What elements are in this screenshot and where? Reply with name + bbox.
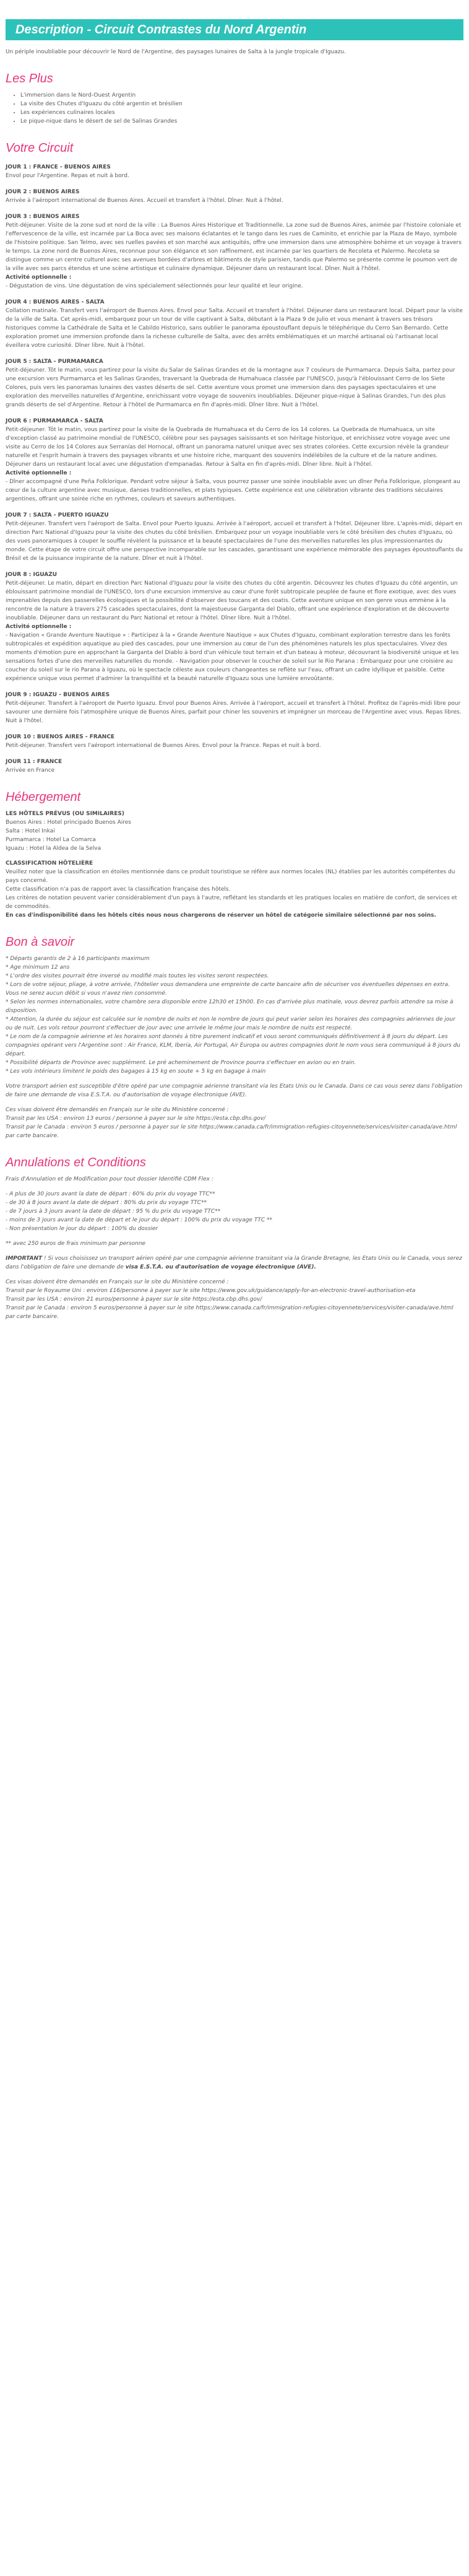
visa-line: Ces visas doivent être demandés en Français sur le site du Ministère concerné :: [6, 1107, 229, 1113]
activity-label: Activité optionnelle :: [6, 624, 72, 630]
day-title: JOUR 6 : PURMAMARCA - SALTA: [6, 418, 103, 424]
day-text: Arrivée en France: [6, 767, 55, 774]
day-text: Petit-déjeuner. Transfert vers l'aéroport de Salta. Envol pour Puerto Iguazu. Arrivée à l'aéroport, accueil et transfert à l'hôtel. Déjeuner libre. L'après-midi, départ en direction Parc National d'Iguazu pour la visite des chutes du côté brésilien. Embarquez pour un voyage inoubliable vers le côté brésilien des chutes d'Iguazu, où des vues panoramiques à couper le souffle révèlent la puissance et la beauté spectaculaires de l'une des merveilles naturelles les plus impressionnantes du monde. Cette étape de votre circuit offre une perspective incomparable sur les cascades, garantissant une expérience mémorable des paysages époustouflants du Brésil et de la puissance inspirante de la nature. Dîner et nuit à l'hôtel.: [6, 521, 463, 562]
important-note: [6, 1254, 463, 1272]
day-text: Petit-déjeuner. Transfert vers l'aéroport international de Buenos Aires. Envol pour la France. Repas et nuit à bord.: [6, 743, 321, 749]
day-title: JOUR 10 : BUENOS AIRES - FRANCE: [6, 734, 115, 740]
plus-list: [6, 91, 463, 126]
section-title-annulations: Annulations et Conditions: [6, 1156, 146, 1169]
page-title: Description - Circuit Contrastes du Nord Argentin: [6, 19, 463, 40]
hotel-line: Salta : Hotel Inkai: [6, 828, 55, 834]
info-line: * Le nom de la compagnie aérienne et les horaires sont donnés à titre purement indicatif et vous seront communiqués définitivement à 8 jours du départ. Les compagnies opérant vers l'Argentine sont : Air France, KLM, Iberia, Air Portugal, Air Europa ou autres compagnies dont le nom vous sera communiqué à 8 jours du départ.: [6, 1034, 460, 1057]
day-text: Petit-déjeuner. Visite de la zone sud et nord de la ville : La Buenos Aires Historique et Traditionnelle. La zone sud de Buenos Aires, animée par l'histoire coloniale et l'effervescence de la ville, est incarnée par La Boca avec ses maisons éclatantes et le tango dans les rues de Caminito, et enrichie par la Plaza de Mayo, symbole de l'histoire politique. San Telmo, avec ses ruelles pavées et son marché aux antiquités, offre une immersion dans une atmosphère bohème et un voyage à travers le temps. La zone nord de Buenos Aires, reconnue pour son élégance et son raffinement, est incarnée par les quartiers de Recoleta et Palermo. Recoleta se distingue comme un centre culturel avec ses avenues bordées d'arbres et bâtiments de style parisien, tandis que Palermo se présente comme le poumon vert de la ville avec ses parcs étendus et une scène artistique et culinaire dynamique. Déjeuner dans un restaurant local. Dîner. Nuit à l'hôtel.: [6, 222, 462, 272]
day-text: Petit-déjeuner. Le matin, départ en direction Parc National d'Iguazu pour la visite des chutes du côté argentin. Découvrez les chutes d'Iguazu du côté argentin, un éblouissant patrimoine mondial de l'UNESCO, lors d'une excursion immersive au cœur d'une forêt subtropicale peuplée de faune et flore exotique, avec des vues imprenables depuis des passerelles écologiques et la possibilité d'observer des toucans et des coatis. Cette aventure unique en son genre vous emmène à la rencontre de la nature à travers 275 cascades spectaculaires, dont la majestueuse Garganta del Diablo, offrant une expérience d'exploration et de découverte inoubliable. Déjeuner dans un restaurant du Parc National et retour à l'hôtel. Dîner libre. Nuit à l'hôtel.: [6, 580, 458, 621]
visa-line: Transit par le Canada : environ 5 euros/personne à payer sur le site https://www.canada.ca/fr/immigration-refugies-citoyennete/services/visiter-canada/ave.html par carte bancaire.: [6, 1305, 454, 1320]
day-10: [6, 733, 463, 750]
activity-text: - Dégustation de vins. Une dégustation de vins spécialement sélectionnés pour leur qualité et leur origine.: [6, 283, 303, 289]
activity-label: Activité optionnelle :: [6, 274, 72, 281]
day-title: JOUR 3 : BUENOS AIRES: [6, 214, 80, 220]
hotel-line: Iguazu : Hotel la Aldea de la Selva: [6, 845, 101, 852]
list-item: • La visite des Chutes d'Iguazu du côté argentin et brésilien: [20, 100, 463, 108]
day-5: [6, 357, 463, 409]
day-title: JOUR 4 : BUENOS AIRES - SALTA: [6, 299, 105, 305]
day-title: JOUR 5 : SALTA - PURMAMARCA: [6, 359, 103, 365]
info-line: * Les vols intérieurs limitent le poids des bagages à 15 kg en soute + 5 kg en bagage à main: [6, 1068, 266, 1075]
visa-line: Transit par le Royaume Uni : environ £16/personne à payer sur le site https://www.gov.uk/guidance/apply-for-an-electronic-travel-authorisation-eta: [6, 1288, 416, 1294]
day-text: Petit-déjeuner. Tôt le matin, vous partirez pour la visite du Salar de Salinas Grandes et de la montagne aux 7 couleurs de Purmamarca. Depuis Salta, partez pour une excursion vers Purmamarca et les Salinas Grandes, traversant la Quebrada de Humahuaca classée par l'UNESCO, jusqu'à l'éblouissant Cerro de los Siete Colores, puis vers les panoramas lunaires des vastes déserts de sel. Cette aventure vous promet une immersion dans des paysages spectaculaires et une exploration des merveilles naturelles d'Argentine, enrichissant votre voyage de souvenirs inoubliables. Déjeuner pique-nique à Salinas Grandes, l'un des plus grands déserts de sel d'Argentine. Retour à l'hôtel de Purmamarca en fin d'après-midi. Dîner libre. Nuit à l'hôtel.: [6, 367, 455, 408]
day-title: JOUR 7 : SALTA - PUERTO IGUAZU: [6, 512, 109, 518]
info-line: * Départs garantis de 2 à 16 participants maximum: [6, 956, 150, 962]
section-title-circuit: Votre Circuit: [6, 141, 74, 155]
classification-note: En cas d'indisponibilité dans les hôtels cités nous nous chargerons de réserver un hôtel de catégorie similaire sélectionné par nos soins.: [6, 912, 436, 919]
day-text: Envol pour l'Argentine. Repas et nuit à bord.: [6, 173, 129, 179]
info-line: * Possibilité départs de Province avec supplément. Le pré acheminement de Province pourra s'effectuer en avion ou en train.: [6, 1060, 356, 1066]
important-label: IMPORTANT: [6, 1255, 43, 1262]
visa-line: Transit par les USA : environ 21 euros/personne à payer sur le site https://esta.cbp.dhs.gov/: [6, 1296, 262, 1303]
info-line: * Selon les normes internationales, votre chambre sera disponible entre 12h30 et 15h00. En cas d'arrivée plus matinale, vous devrez parfois attendre sa mise à disposition.: [6, 999, 454, 1014]
day-title: JOUR 9 : IGUAZU - BUENOS AIRES: [6, 692, 110, 698]
day-1: [6, 163, 463, 180]
classification-line: Les critères de notation peuvent varier considérablement d'un pays à l'autre, reflétant les standards et les pratiques locales en matière de confort, de services et de commodités.: [6, 895, 457, 910]
intro-text: Un périple inoubliable pour découvrir le Nord de l'Argentine, des paysages lunaires de Salta à la jungle tropicale d'Iguazu.: [6, 49, 346, 55]
day-title: JOUR 2 : BUENOS AIRES: [6, 189, 80, 195]
info-line: * Lors de votre séjour, pliage, à votre arrivée, l'hôtelier vous demandera une empreinte de carte bancaire afin de sécuriser vos éventuelles dépenses en extra. Vous ne serez aucun débit si vous n'avez rien consommé.: [6, 982, 450, 997]
day-4: [6, 298, 463, 350]
annulation-footnote: ** avec 250 euros de frais minimum par personne: [6, 1241, 146, 1247]
day-text: Petit-déjeuner. Tôt le matin, vous partirez pour la visite de la Quebrada de Humahuaca et du Cerro de los 14 colores. La Quebrada de Humahuaca, un site d'exception classé au patrimoine mondial de l'UNESCO, célèbre pour ses paysages saisissants et son héritage historique, et enrichissez votre voyage avec une visite au Cerro de los 14 Colores aux Serranías del Hornocal, offrant un panorama naturel unique avec ses strates colorées. Cette excursion révèle la grandeur naturelle et l'esprit humain à travers des paysages vibrants et une histoire riche, marquant des souvenirs indélébiles de la culture et de la nature andines. Déjeuner dans un restaurant local avec une dégustation d'empanadas. Retour à Salta en fin d'après-midi. Dîner libre. Nuit à l'hôtel.: [6, 427, 450, 468]
info-line: * L'ordre des visites pourrait être inversé ou modifié mais toutes les visites seront respectées.: [6, 973, 269, 979]
visa-line: Ces visas doivent être demandés en Français sur le site du Ministère concerné :: [6, 1279, 229, 1285]
classification-line: Veuillez noter que la classification en étoiles mentionnée dans ce produit touristique se réfère aux normes locales (NL) établies par les autorités compétentes du pays concerné.: [6, 869, 455, 884]
important-text: ! Si vous choisissez un transport aérien opéré par une compagnie aérienne transitant via la Grande Bretagne, les Etats Unis ou le Canada, vous serez dans l'obligation de faire une demande de: [6, 1255, 462, 1270]
day-title: JOUR 8 : IGUAZU: [6, 572, 58, 578]
transport-note: Votre transport aérien est susceptible d'être opéré par une compagnie aérienne transitant via les Etats Unis ou le Canada. Dans ce cas vous serez dans l'obligation de faire une demande de visa E.S.T.A. ou d'autorisation de voyage électronique (AVE).: [6, 1083, 463, 1098]
day-text: Petit-déjeuner. Transfert à l'aéroport de Puerto Iguazu. Envol pour Buenos Aires. Arrivée à l'aéroport, accueil et transfert à l'hôtel. Profitez de l'après-midi libre pour savourer une dernière fois l'atmosphère unique de Buenos Aires, parfait pour chiner les souvenirs et imprégner un morceau de l'Argentine avec vous. Repas libres. Nuit à l'hôtel.: [6, 701, 462, 724]
annulation-line: - de 7 jours à 3 jours avant la date de départ : 95 % du prix du voyage TTC**: [6, 1208, 221, 1215]
important-bold: visa E.S.T.A. ou d'autorisation de voyage électronique (AVE).: [125, 1264, 316, 1270]
activity-label: Activité optionnelle :: [6, 470, 72, 476]
section-title-plus: Les Plus: [6, 72, 53, 85]
annulation-line: - moins de 3 jours avant la date de départ et le jour du départ : 100% du prix du voyage TTC **: [6, 1217, 272, 1223]
day-title: JOUR 1 : FRANCE - BUENOS AIRES: [6, 164, 111, 170]
day-text: Arrivée à l'aéroport international de Buenos Aires. Accueil et transfert à l'hôtel. Dîner. Nuit à l'hôtel.: [6, 198, 283, 204]
classification-title: CLASSIFICATION HÔTELIÈRE: [6, 860, 93, 867]
day-9: [6, 691, 463, 725]
page: [6, 0, 463, 1321]
list-item: • Les expériences culinaires locales: [20, 108, 463, 117]
classification-line: Cette classification n'a pas de rapport avec la classification française des hôtels.: [6, 886, 231, 893]
annulation-line: - Non présentation le jour du départ : 100% du dossier: [6, 1226, 158, 1232]
day-3: [6, 212, 463, 290]
annulation-line: - A plus de 30 jours avant la date de départ : 60% du prix du voyage TTC**: [6, 1191, 215, 1197]
list-item: • Le pique-nique dans le désert de sel de Salinas Grandes: [20, 117, 463, 126]
info-line: * Age minimum 12 ans: [6, 964, 70, 971]
annulation-intro: Frais d'Annulation et de Modification pour tout dossier Identifié CDM Flex :: [6, 1176, 213, 1182]
visa-line: Transit par le Canada : environ 5 euros / personne à payer sur le site https://www.canada.ca/fr/immigration-refugies-citoyennete/services/visiter-canada/ave.html par carte bancaire.: [6, 1124, 457, 1139]
activity-text: - Dîner accompagné d'une Peña Folklorique. Pendant votre séjour à Salta, vous pourrez passer une soirée inoubliable avec un dîner Peña Folklorique, plongeant au cœur de la culture argentine avec musique, danses traditionnelles, et plats typiques. Cette expérience est une célébration vibrante des traditions séculaires argentines, offrant une soirée riche en rythmes, couleurs et saveurs authentiques.: [6, 479, 460, 502]
section-title-hebergement: Hébergement: [6, 790, 81, 804]
section-title-bon-a-savoir: Bon à savoir: [6, 935, 75, 949]
annulation-line: - de 30 à 8 jours avant la date de départ : 80% du prix du voyage TTC**: [6, 1200, 207, 1206]
day-2: [6, 188, 463, 205]
hotel-line: Buenos Aires : Hotel principado Buenos Aires: [6, 819, 131, 826]
day-6: [6, 417, 463, 504]
visa-line: Transit par les USA : environ 13 euros / personne à payer sur le site https://esta.cbp.dhs.gov/: [6, 1116, 266, 1122]
list-item: • L'immersion dans le Nord-Ouest Argentin: [20, 91, 463, 100]
day-11: [6, 758, 463, 775]
day-8: [6, 570, 463, 683]
day-title: JOUR 11 : FRANCE: [6, 759, 62, 765]
day-7: [6, 511, 463, 563]
info-line: * Attention, la durée du séjour est calculée sur le nombre de nuits et non le nombre de jours qui peut varier selon les horaires des compagnies aériennes de jour ou de nuit. Les vols retour pourront s'effectuer de jour avec une arrivée le même jour mais le nombre de nuits est respecté.: [6, 1016, 455, 1031]
activity-text: - Navigation « Grande Aventure Nautique » : Participez à la « Grande Aventure Nautique » aux Chutes d'Iguazu, combinant exploration terrestre dans les forêts subtropicales et expédition aquatique au pied des cascades, pour une immersion au cœur de l'un des phénomènes naturels les plus spectaculaires. Vivez des moments d'émotion pure en approchant la Garganta del Diablo à bord d'un véhicule tout terrain et d'un bateau à moteur, découvrant la biodiversité unique et les sensations fortes d'une des merveilles naturelles du monde. - Navigation pour observer le coucher de soleil sur le Rio Parana : Embarquez pour une croisière au coucher du soleil sur le rio Parana à Iguazu, où le spectacle céleste aux couleurs changeantes se reflète sur l'eau, offrant un cadre idyllique et paisible. Cette expérience unique vous permet d'admirer la tranquillité et la beauté naturelle d'Iguazu sous une lumière envoûtante.: [6, 632, 459, 682]
day-text: Collation matinale. Transfert vers l'aéroport de Buenos Aires. Envol pour Salta. Accueil et transfert à l'hôtel. Déjeuner dans un restaurant local. Départ pour la visite de la ville de Salta. Cet après-midi, embarquez pour un tour de ville captivant à Salta, débutant à la Plaza 9 de Julio et vous menant à travers ses trésors historiques comme la Cathédrale de Salta et le Cabildo Historico, sans oublier le panorama époustouflant depuis le téléphérique du Cerro San Bernardo. Cette exploration promet une immersion profonde dans la richesse culturelle de Salta, avec des arrêts emblématiques et un marché artisanal où l'artisanat local éveillera votre curiosité. Dîner libre. Nuit à l'hôtel.: [6, 308, 463, 349]
hotels-title: LES HÔTELS PRÉVUS (OU SIMILAIRES): [6, 811, 124, 817]
hotel-line: Purmamarca : Hotel La Comarca: [6, 837, 96, 843]
